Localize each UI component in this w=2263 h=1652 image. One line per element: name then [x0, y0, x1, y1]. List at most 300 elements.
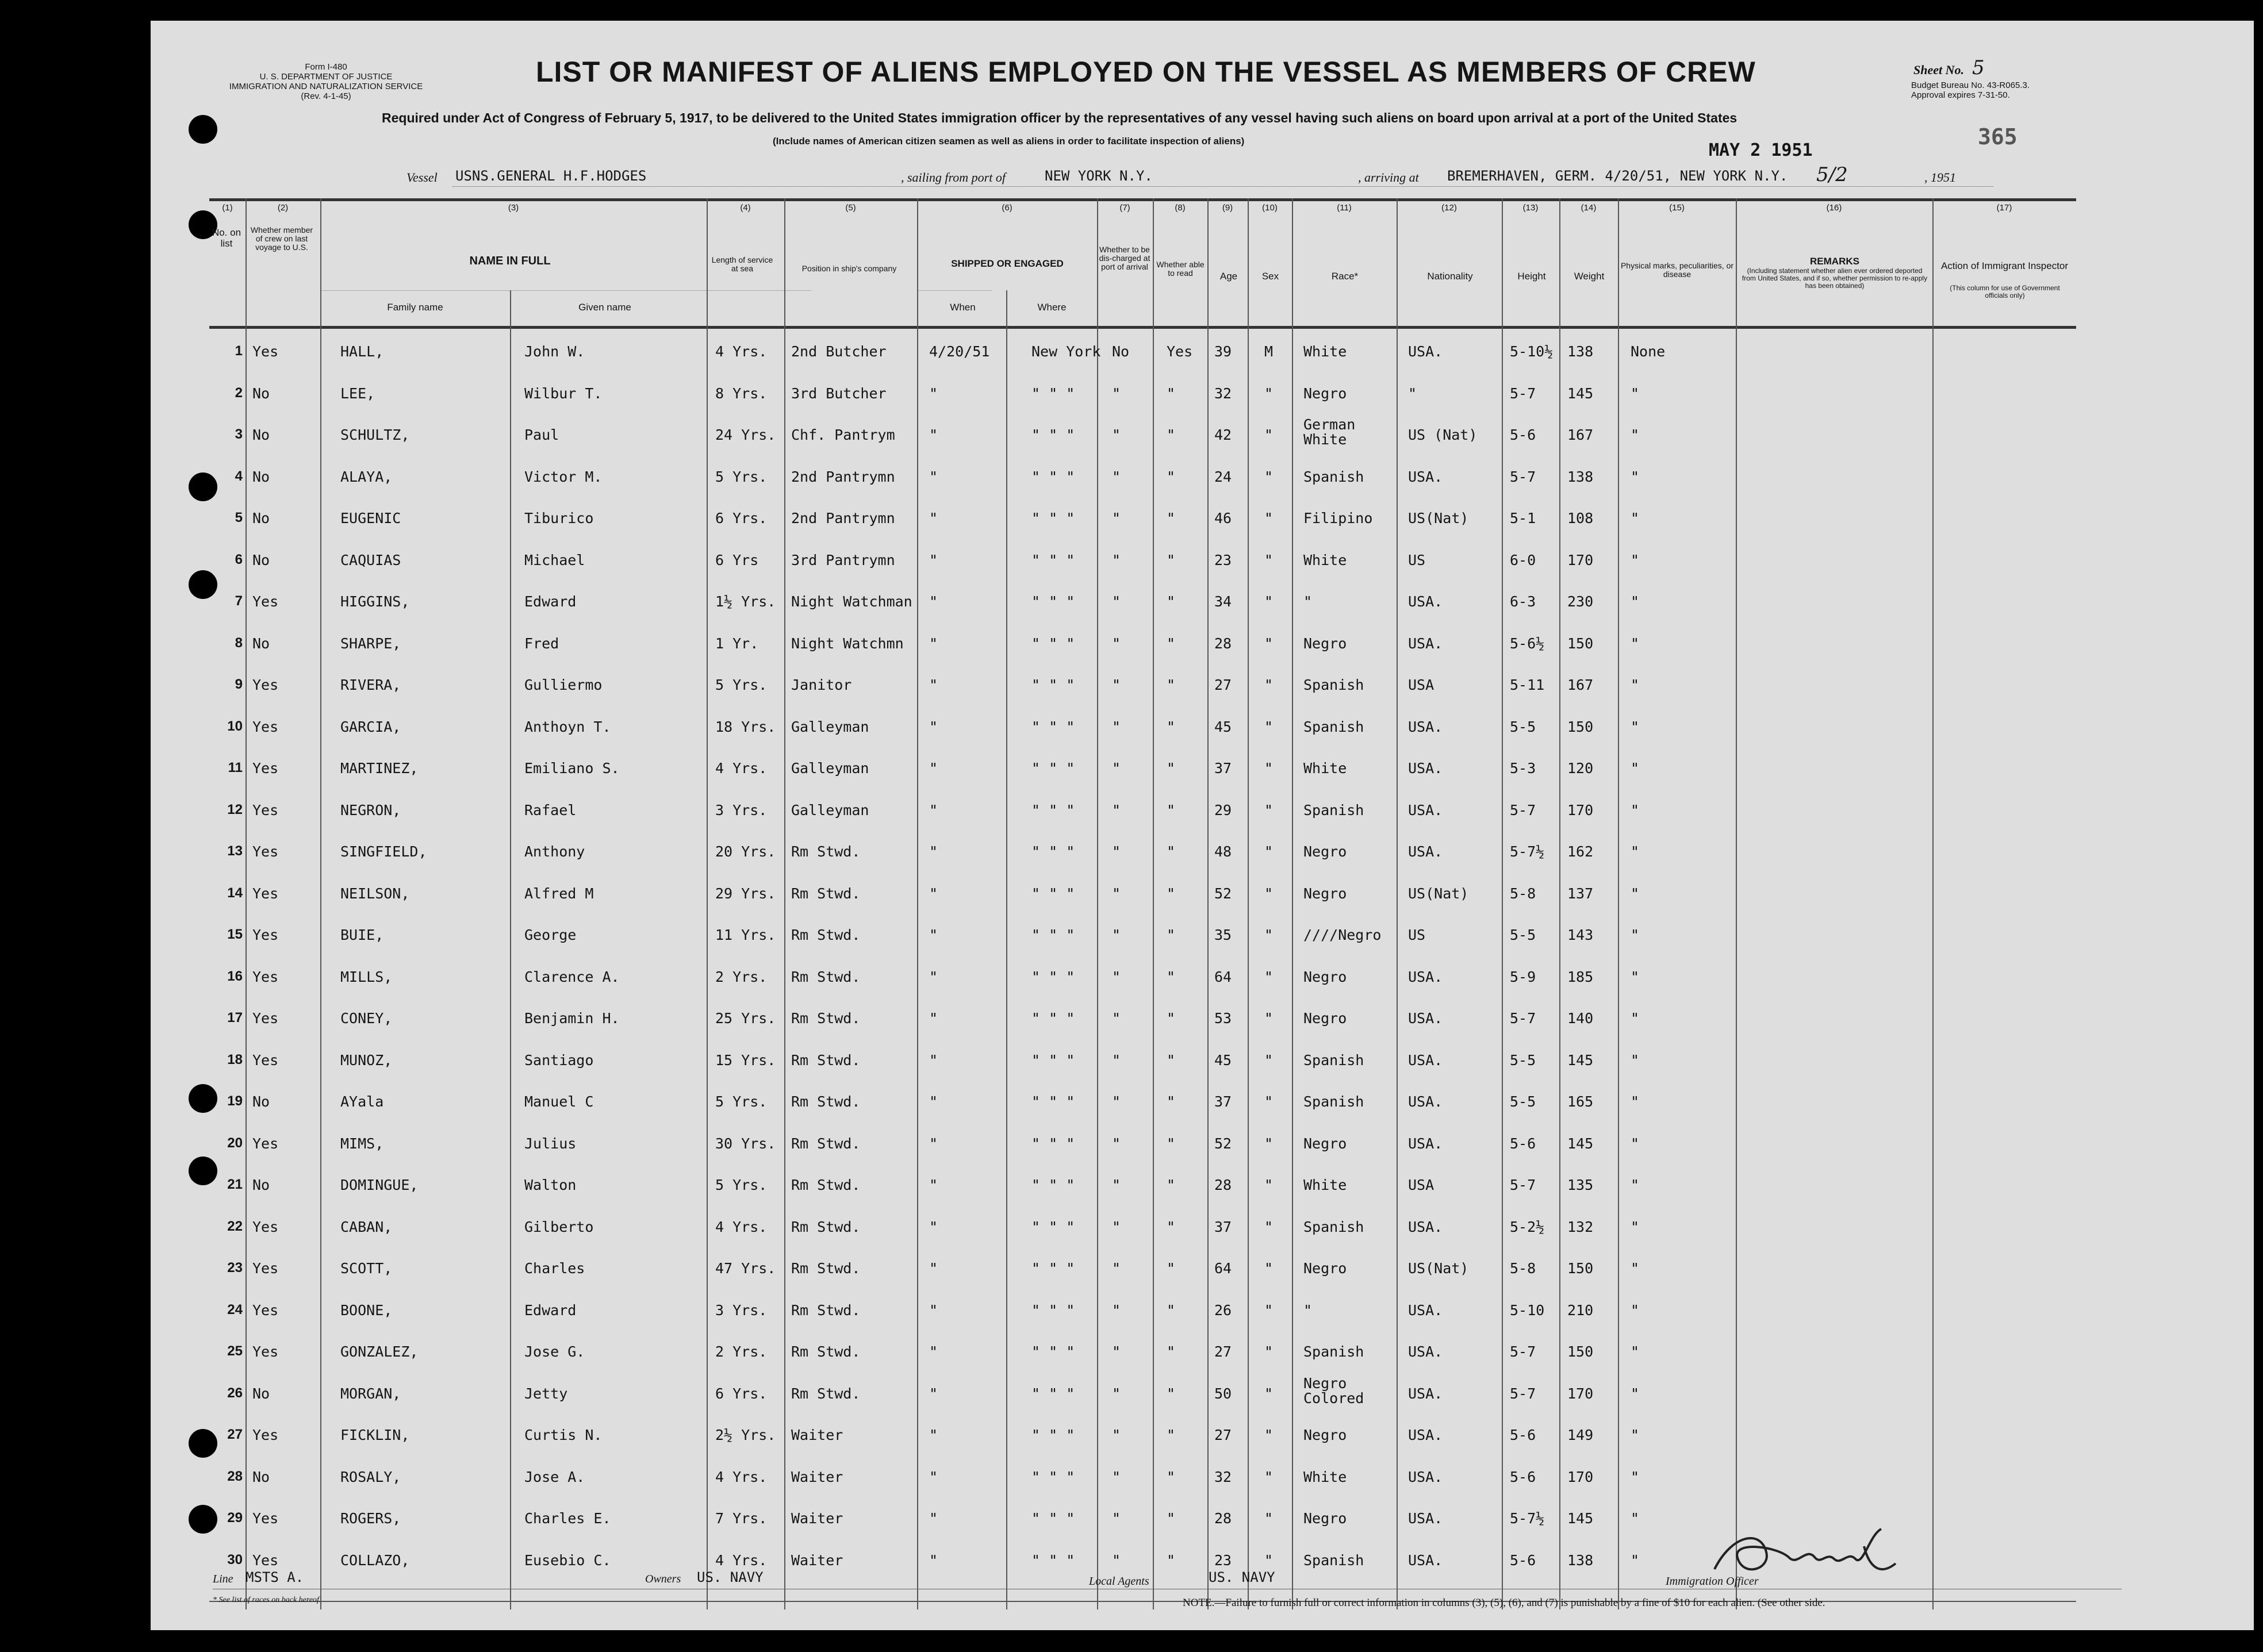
given-name: Michael	[524, 551, 585, 568]
line-value: MSTS A.	[246, 1569, 304, 1585]
column-number-c6: (6)	[1002, 203, 1012, 213]
weight: 137	[1567, 885, 1594, 902]
arrival-date-handwritten: 5/2	[1816, 163, 1848, 186]
given-name: Manuel C	[524, 1093, 594, 1110]
nationality: "	[1408, 385, 1417, 402]
engaged-where: " " "	[1031, 1177, 1075, 1193]
service-length: 5 Yrs.	[715, 1093, 768, 1110]
physical-marks: "	[1631, 1093, 1640, 1110]
service-length: 47 Yrs.	[715, 1260, 776, 1277]
sex: "	[1264, 635, 1274, 652]
engaged-when: "	[929, 801, 938, 819]
ship-position: Rm Stwd.	[791, 1010, 861, 1027]
races-note: * See list of races on back hereof.	[213, 1596, 321, 1604]
row-number: 2	[235, 385, 243, 401]
age: 26	[1214, 1301, 1232, 1319]
weight: 170	[1567, 1385, 1594, 1402]
engaged-where: " " "	[1031, 1468, 1075, 1485]
race: Spanish	[1303, 1093, 1364, 1110]
family-name: BOONE,	[340, 1301, 393, 1319]
col-header-given: Given name	[578, 302, 631, 313]
engaged-where: " " "	[1031, 1551, 1075, 1569]
col-header-shipped: SHIPPED OR ENGAGED	[951, 258, 1064, 269]
height: 6-3	[1510, 593, 1536, 610]
col-header-action: Action of Immigrant Inspector	[1940, 260, 2069, 271]
physical-marks: "	[1631, 677, 1640, 693]
able-to-read: "	[1167, 1135, 1176, 1152]
nationality: USA.	[1408, 1218, 1443, 1235]
age: 24	[1214, 468, 1232, 485]
height: 5-6	[1510, 1427, 1536, 1443]
height: 5-8	[1510, 1260, 1536, 1277]
sheet-label: Sheet No.	[1913, 63, 1964, 77]
height: 5-7	[1510, 1343, 1536, 1360]
family-name: SHARPE,	[340, 635, 401, 652]
family-name: GARCIA,	[340, 718, 401, 735]
age: 37	[1214, 1218, 1232, 1235]
table-row	[209, 1164, 2076, 1205]
crew-member-flag: No	[252, 551, 270, 568]
family-name: MILLS,	[340, 968, 393, 985]
crew-member-flag: No	[252, 635, 270, 652]
given-name: Paul	[524, 427, 559, 443]
col-header-member: Whether member of crew on last voyage to U.S.	[250, 225, 313, 252]
weight: 170	[1567, 1468, 1594, 1485]
page-title: LIST OR MANIFEST OF ALIENS EMPLOYED ON THE VESSEL AS MEMBERS OF CREW	[536, 56, 1756, 88]
weight: 145	[1567, 1051, 1594, 1069]
sex: "	[1264, 760, 1274, 777]
crew-member-flag: Yes	[252, 801, 279, 819]
col-header-where: Where	[1037, 302, 1067, 313]
engaged-where: " " "	[1031, 1010, 1075, 1027]
engaged-when: "	[929, 1468, 938, 1485]
given-name: Edward	[524, 1301, 577, 1319]
physical-marks: None	[1631, 343, 1666, 360]
row-number: 18	[227, 1051, 243, 1067]
given-name: Anthoyn T.	[524, 718, 611, 735]
officer-label: Immigration Officer	[1666, 1575, 1759, 1588]
col-header-discharged: Whether to be dis-charged at port of arrival	[1099, 245, 1150, 271]
height: 5-1	[1510, 510, 1536, 527]
crew-member-flag: Yes	[252, 968, 279, 985]
row-number: 4	[235, 468, 243, 484]
column-number-c16: (16)	[1826, 203, 1842, 213]
family-name: RIVERA,	[340, 677, 401, 693]
given-name: John W.	[524, 343, 585, 360]
weight: 150	[1567, 1260, 1594, 1277]
family-name: CONEY,	[340, 1010, 393, 1027]
family-name: SINGFIELD,	[340, 843, 427, 860]
sex: "	[1264, 385, 1274, 402]
engaged-where: " " "	[1031, 885, 1075, 902]
sex: "	[1264, 1010, 1274, 1027]
age: 27	[1214, 677, 1232, 693]
able-to-read: "	[1167, 718, 1176, 735]
row-number: 21	[227, 1177, 243, 1192]
row-number: 3	[235, 427, 243, 442]
nationality: US(Nat)	[1408, 1260, 1469, 1277]
budget-bureau: Budget Bureau No. 43-R065.3.	[1911, 80, 2030, 90]
discharged-flag: "	[1112, 885, 1121, 902]
given-name: Benjamin H.	[524, 1010, 620, 1027]
received-date-stamp: MAY 2 1951	[1709, 140, 1813, 160]
able-to-read: "	[1167, 927, 1176, 943]
physical-marks: "	[1631, 593, 1640, 610]
engaged-where: " " "	[1031, 843, 1075, 860]
sex: "	[1264, 801, 1274, 819]
row-number: 29	[227, 1510, 243, 1526]
service-length: 20 Yrs.	[715, 843, 776, 860]
race: "	[1303, 1301, 1313, 1319]
able-to-read: "	[1167, 1301, 1176, 1319]
age: 28	[1214, 1177, 1232, 1193]
ship-position: Rm Stwd.	[791, 1343, 861, 1360]
discharged-flag: "	[1112, 1260, 1121, 1277]
nationality: USA.	[1408, 1135, 1443, 1152]
race: Filipino	[1303, 510, 1373, 527]
column-number-c1: (1)	[222, 203, 233, 213]
height: 5-10½	[1510, 343, 1554, 360]
engaged-when: "	[929, 885, 938, 902]
column-number-c14: (14)	[1581, 203, 1597, 213]
ship-position: Rm Stwd.	[791, 885, 861, 902]
discharged-flag: "	[1112, 843, 1121, 860]
weight: 170	[1567, 801, 1594, 819]
weight: 132	[1567, 1218, 1594, 1235]
height: 6-0	[1510, 551, 1536, 568]
engaged-when: "	[929, 927, 938, 943]
table-row	[209, 581, 2076, 622]
vessel-name: USNS.GENERAL H.F.HODGES	[455, 168, 647, 184]
height: 5-5	[1510, 1093, 1536, 1110]
form-service: IMMIGRATION AND NATURALIZATION SERVICE	[229, 82, 423, 91]
able-to-read: "	[1167, 1551, 1176, 1569]
family-name: NEILSON,	[340, 885, 410, 902]
column-number-c3: (3)	[508, 203, 519, 213]
manifest-sheet	[151, 21, 2254, 1630]
age: 23	[1214, 551, 1232, 568]
row-number: 26	[227, 1385, 243, 1401]
discharged-flag: "	[1112, 677, 1121, 693]
able-to-read: "	[1167, 843, 1176, 860]
engaged-when: "	[929, 1177, 938, 1193]
sex: "	[1264, 677, 1274, 693]
able-to-read: "	[1167, 968, 1176, 985]
engaged-when: "	[929, 1385, 938, 1402]
column-number-c11: (11)	[1337, 203, 1352, 213]
height: 5-2½	[1510, 1218, 1545, 1235]
engaged-when: "	[929, 968, 938, 985]
nationality: USA.	[1408, 843, 1443, 860]
crew-member-flag: No	[252, 510, 270, 527]
given-name: Santiago	[524, 1051, 594, 1069]
sex: "	[1264, 1260, 1274, 1277]
line-label: Line	[213, 1573, 233, 1585]
ship-position: 3rd Butcher	[791, 385, 887, 402]
row-number: 28	[227, 1468, 243, 1484]
engaged-when: "	[929, 1427, 938, 1443]
service-length: 6 Yrs.	[715, 1385, 768, 1402]
nationality: USA.	[1408, 1385, 1443, 1402]
service-length: 6 Yrs.	[715, 510, 768, 527]
weight: 143	[1567, 927, 1594, 943]
crew-member-flag: Yes	[252, 1218, 279, 1235]
family-name: HALL,	[340, 343, 384, 360]
physical-marks: "	[1631, 1427, 1640, 1443]
crew-member-flag: Yes	[252, 760, 279, 777]
vessel-underline	[452, 186, 1993, 187]
col-header-length: Length of service at sea	[711, 255, 773, 273]
sex: "	[1264, 885, 1274, 902]
engaged-when: "	[929, 1510, 938, 1527]
table-row	[209, 414, 2076, 455]
able-to-read: "	[1167, 510, 1176, 527]
engaged-where: " " "	[1031, 968, 1075, 985]
nationality: USA.	[1408, 1051, 1443, 1069]
sex: M	[1264, 343, 1274, 360]
name-subheader-rule	[320, 290, 811, 291]
table-row	[209, 1123, 2076, 1164]
crew-table	[209, 198, 2076, 1609]
binder-hole	[189, 115, 217, 144]
age: 48	[1214, 843, 1232, 860]
weight: 140	[1567, 1010, 1594, 1027]
discharged-flag: "	[1112, 1343, 1121, 1360]
engaged-where: " " "	[1031, 801, 1075, 819]
weight: 108	[1567, 510, 1594, 527]
service-length: 18 Yrs.	[715, 718, 776, 735]
race: Spanish	[1303, 718, 1364, 735]
discharged-flag: "	[1112, 1010, 1121, 1027]
col-header-sex: Sex	[1261, 271, 1279, 282]
row-number: 17	[227, 1010, 243, 1025]
service-length: 30 Yrs.	[715, 1135, 776, 1152]
service-length: 4 Yrs.	[715, 1468, 768, 1485]
row-number: 7	[235, 593, 243, 609]
form-id-block	[228, 62, 424, 101]
crew-member-flag: Yes	[252, 1343, 279, 1360]
given-name: Alfred M	[524, 885, 594, 902]
agents-label: Local Agents	[1089, 1575, 1149, 1588]
service-length: 2½ Yrs.	[715, 1427, 776, 1443]
given-name: Rafael	[524, 801, 577, 819]
weight: 185	[1567, 968, 1594, 985]
engaged-where: " " "	[1031, 1218, 1075, 1235]
sex: "	[1264, 1343, 1274, 1360]
engaged-when: "	[929, 468, 938, 485]
owners-value: US. NAVY	[697, 1569, 764, 1585]
engaged-when: "	[929, 1218, 938, 1235]
engaged-where: " " "	[1031, 635, 1075, 652]
physical-marks: "	[1631, 1218, 1640, 1235]
engaged-when: "	[929, 677, 938, 693]
service-length: 1 Yr.	[715, 635, 759, 652]
table-row	[209, 1206, 2076, 1247]
height: 5-6	[1510, 1135, 1536, 1152]
race: Negro	[1303, 968, 1347, 985]
able-to-read: "	[1167, 801, 1176, 819]
ship-position: Waiter	[791, 1468, 843, 1485]
given-name: Fred	[524, 635, 559, 652]
service-length: 7 Yrs.	[715, 1510, 768, 1527]
table-row	[209, 1247, 2076, 1289]
table-row	[209, 497, 2076, 539]
physical-marks: "	[1631, 1385, 1640, 1402]
height: 5-7	[1510, 801, 1536, 819]
race: Spanish	[1303, 1551, 1364, 1569]
engaged-when: "	[929, 551, 938, 568]
able-to-read: "	[1167, 1051, 1176, 1069]
discharged-flag: "	[1112, 385, 1121, 402]
sex: "	[1264, 510, 1274, 527]
service-length: 15 Yrs.	[715, 1051, 776, 1069]
discharged-flag: "	[1112, 1135, 1121, 1152]
race: White	[1303, 551, 1347, 568]
race: Negro	[1303, 1010, 1347, 1027]
able-to-read: "	[1167, 1510, 1176, 1527]
physical-marks: "	[1631, 968, 1640, 985]
table-row	[209, 873, 2076, 914]
physical-marks: "	[1631, 1551, 1640, 1569]
race: Negro	[1303, 1135, 1347, 1152]
weight: 167	[1567, 427, 1594, 443]
physical-marks: "	[1631, 760, 1640, 777]
ship-position: 3rd Pantrymn	[791, 551, 895, 568]
engaged-where: " " "	[1031, 1385, 1075, 1402]
race: White	[1303, 760, 1347, 777]
col-header-weight: Weight	[1574, 271, 1605, 282]
discharged-flag: "	[1112, 1301, 1121, 1319]
race: Spanish	[1303, 801, 1364, 819]
service-length: 4 Yrs.	[715, 1551, 768, 1569]
crew-member-flag: No	[252, 427, 270, 443]
ship-position: Chf. Pantrym	[791, 427, 895, 443]
crew-member-flag: Yes	[252, 718, 279, 735]
race: White	[1303, 343, 1347, 360]
age: 32	[1214, 385, 1232, 402]
age: 53	[1214, 1010, 1232, 1027]
nationality: USA.	[1408, 1510, 1443, 1527]
engaged-where: " " "	[1031, 760, 1075, 777]
engaged-when: "	[929, 1551, 938, 1569]
table-row	[209, 706, 2076, 747]
col-header-remarks-sub: (Including statement whether alien ever ordered deported from United States, and if so, whether permission to re-apply has been obtained)	[1742, 267, 1928, 290]
given-name: Tiburico	[524, 510, 594, 527]
sex: "	[1264, 1051, 1274, 1069]
engaged-where: " " "	[1031, 385, 1075, 402]
weight: 149	[1567, 1427, 1594, 1443]
engaged-when: "	[929, 385, 938, 402]
nationality: USA.	[1408, 1551, 1443, 1569]
family-name: AYala	[340, 1093, 384, 1110]
sex: "	[1264, 1385, 1274, 1402]
family-name: CABAN,	[340, 1218, 393, 1235]
row-number: 23	[227, 1260, 243, 1276]
engaged-where: " " "	[1031, 468, 1075, 485]
discharged-flag: "	[1112, 1468, 1121, 1485]
row-number: 20	[227, 1135, 243, 1151]
sheet-number: 5	[1972, 56, 1985, 79]
table-row	[209, 539, 2076, 581]
weight: 145	[1567, 1510, 1594, 1527]
column-number-c15: (15)	[1669, 203, 1685, 213]
sex: "	[1264, 1510, 1274, 1527]
ship-position: Rm Stwd.	[791, 1177, 861, 1193]
service-length: 25 Yrs.	[715, 1010, 776, 1027]
able-to-read: "	[1167, 1177, 1176, 1193]
age: 28	[1214, 1510, 1232, 1527]
age: 45	[1214, 1051, 1232, 1069]
able-to-read: "	[1167, 1343, 1176, 1360]
nationality: USA.	[1408, 801, 1443, 819]
nationality: USA.	[1408, 760, 1443, 777]
given-name: Jetty	[524, 1385, 568, 1402]
discharged-flag: "	[1112, 968, 1121, 985]
include-line: (Include names of American citizen seamen as well as aliens in order to facilitate inspection of aliens)	[773, 136, 1245, 147]
discharged-flag: "	[1112, 551, 1121, 568]
physical-marks: "	[1631, 1177, 1640, 1193]
family-name: SCOTT,	[340, 1260, 393, 1277]
sex: "	[1264, 593, 1274, 610]
able-to-read: "	[1167, 468, 1176, 485]
arriving-port: BREMERHAVEN, GERM. 4/20/51, NEW YORK N.Y.	[1447, 168, 1788, 184]
ship-position: Night Watchmn	[791, 635, 904, 652]
engaged-where: New York	[1031, 343, 1101, 360]
family-name: ALAYA,	[340, 468, 393, 485]
table-row	[209, 1414, 2076, 1455]
race: White	[1303, 1468, 1347, 1485]
table-row	[209, 997, 2076, 1039]
ship-position: 2nd Pantrymn	[791, 468, 895, 485]
weight: 120	[1567, 760, 1594, 777]
height: 5-7	[1510, 1010, 1536, 1027]
given-name: George	[524, 927, 577, 943]
nationality: USA.	[1408, 635, 1443, 652]
age: 23	[1214, 1551, 1232, 1569]
able-to-read: "	[1167, 677, 1176, 693]
given-name: Eusebio C.	[524, 1551, 611, 1569]
vessel-line	[406, 163, 2005, 191]
nationality: US (Nat)	[1408, 427, 1478, 443]
table-row	[209, 623, 2076, 664]
table-row	[209, 747, 2076, 789]
race: Negro	[1303, 1510, 1347, 1527]
discharged-flag: "	[1112, 1093, 1121, 1110]
able-to-read: "	[1167, 885, 1176, 902]
crew-member-flag: No	[252, 1177, 270, 1193]
table-row	[209, 1289, 2076, 1331]
shipped-subheader-rule	[918, 290, 992, 291]
engaged-when: "	[929, 1010, 938, 1027]
height: 5-11	[1510, 677, 1545, 693]
sex: "	[1264, 1218, 1274, 1235]
physical-marks: "	[1631, 801, 1640, 819]
discharged-flag: "	[1112, 760, 1121, 777]
ship-position: Rm Stwd.	[791, 968, 861, 985]
service-length: 6 Yrs	[715, 551, 759, 568]
col-header-no: No. on list	[212, 227, 241, 249]
family-name: MARTINEZ,	[340, 760, 419, 777]
age: 37	[1214, 760, 1232, 777]
nationality: USA.	[1408, 1427, 1443, 1443]
nationality: US	[1408, 927, 1426, 943]
weight: 165	[1567, 1093, 1594, 1110]
able-to-read: "	[1167, 427, 1176, 443]
row-number: 24	[227, 1301, 243, 1317]
given-name: Jose G.	[524, 1343, 585, 1360]
weight: 138	[1567, 1551, 1594, 1569]
given-name: Julius	[524, 1135, 577, 1152]
